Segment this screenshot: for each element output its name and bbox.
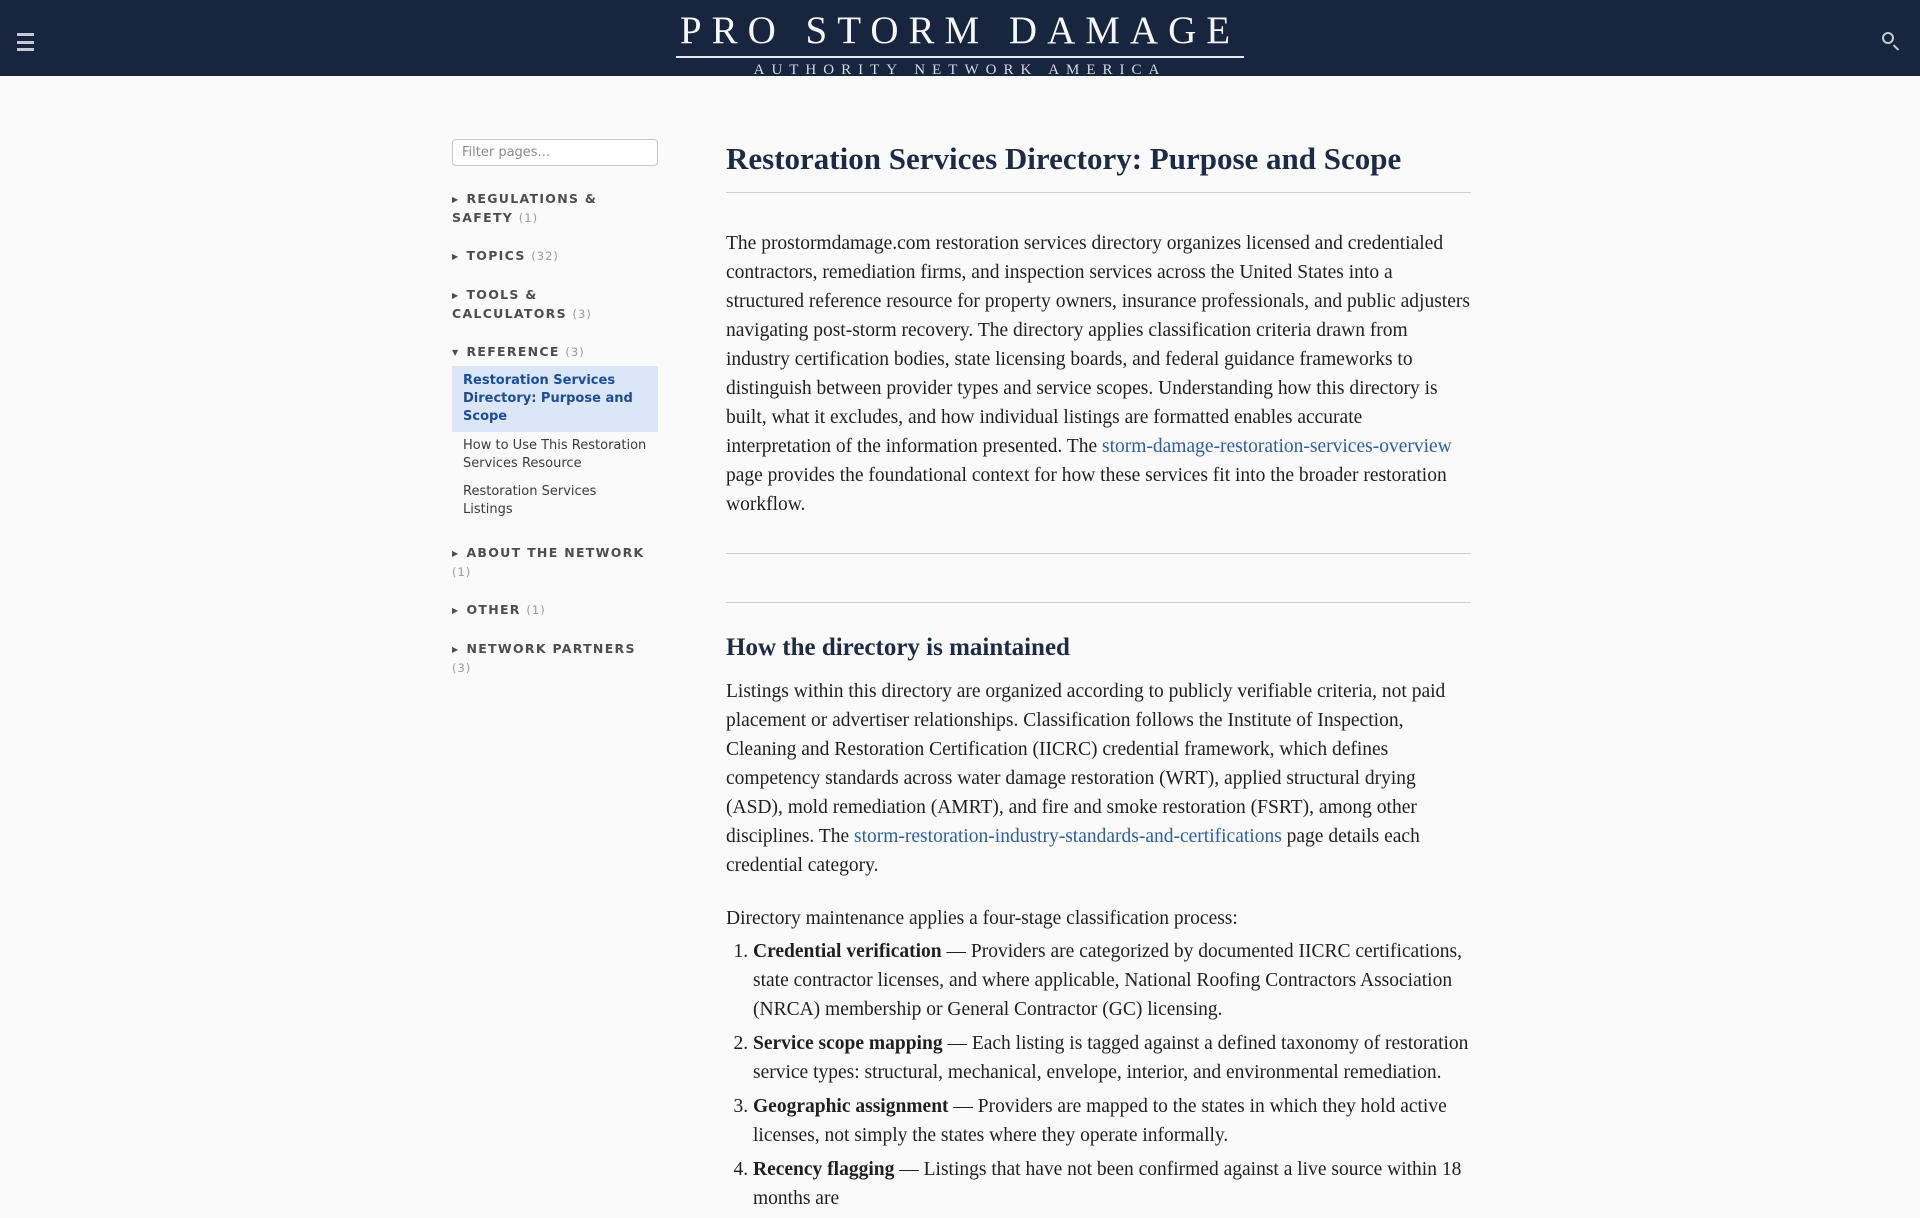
section-header: [452, 247, 658, 266]
list-item: [753, 1029, 1471, 1087]
list-item-term: Recency flagging: [753, 1159, 895, 1180]
section-header: [452, 343, 658, 362]
section-divider: [726, 602, 1471, 603]
section-count: (3): [572, 307, 592, 321]
standards-page-link[interactable]: storm-restoration-industry-standards-and-certifications: [854, 826, 1282, 847]
list-item-term: Geographic assignment: [753, 1096, 949, 1117]
section-label: REFERENCE: [466, 344, 560, 359]
page-title: Restoration Services Directory: Purpose and Scope: [726, 141, 1402, 176]
section-header: [452, 640, 658, 677]
search-icon[interactable]: [1880, 30, 1902, 52]
section-heading: How the directory is maintained: [726, 634, 1070, 661]
sidebar-section-other[interactable]: [452, 601, 658, 620]
list-item: [753, 1155, 1471, 1213]
overview-page-link[interactable]: storm-damage-restoration-services-overview: [1101, 436, 1452, 457]
section-divider: [726, 553, 1471, 554]
paragraph-text: page provides the foundational context for how these services fit into the broader restoration workflow.: [726, 465, 1447, 515]
section-count: (3): [565, 345, 585, 359]
section-header: [452, 601, 658, 620]
list-item-term: Credential verification: [753, 941, 942, 962]
paragraph-text: page details each credential category.: [726, 826, 1420, 876]
site-logo: [0, 10, 1920, 79]
site-subtitle: AUTHORITY NETWORK AMERICA: [753, 61, 1167, 78]
sidebar-item-restoration-services-directory[interactable]: Restoration Services Directory: Purpose and Scope: [452, 366, 658, 432]
sidebar-section-tools-calculators[interactable]: [452, 286, 658, 323]
section-header: [452, 286, 658, 323]
chevron-right-icon: ▶: [452, 645, 460, 654]
sidebar-section-regulations-safety[interactable]: [452, 190, 658, 227]
paragraph-text: Listings within this directory are organized according to publicly verifiable criteria, not paid placement or advertiser relationships. Classification follows the Institute of Inspection, Cleaning and Restoration Certification (IICRC) credential framework, which defines competency standards across water damage restoration (WRT), applied structural drying (ASD), mold remediation (AMRT), and fire and smoke restoration (FSRT), among other disciplines. The: [726, 681, 1446, 847]
magnifier-icon: [1882, 32, 1894, 44]
maintenance-paragraph: [726, 677, 1471, 880]
list-item: [753, 1092, 1471, 1150]
sidebar: [452, 139, 658, 697]
chevron-right-icon: ▶: [452, 549, 460, 558]
title-divider: [726, 192, 1471, 193]
chevron-right-icon: ▶: [452, 291, 460, 300]
sidebar-item-restoration-services-listings[interactable]: Restoration Services Listings: [463, 484, 597, 517]
sidebar-section-network-partners[interactable]: [452, 640, 658, 677]
section-label: OTHER: [466, 602, 521, 617]
site-header: [0, 0, 1920, 76]
section-header: [452, 544, 658, 581]
list-item: [753, 937, 1471, 1024]
chevron-right-icon: ▶: [452, 606, 460, 615]
site-title[interactable]: PRO STORM DAMAGE: [676, 10, 1244, 58]
paragraph-text: The prostormdamage.com restoration services directory organizes licensed and credentialed contractors, remediation firms, and inspection services across the United States into a structured reference resource for property owners, insurance professionals, and public adjusters navigating post-storm recovery. The directory applies classification criteria drawn from industry certification bodies, state licensing boards, and federal guidance frameworks to distinguish between provider types and service scopes. Understanding how this directory is built, what it excludes, and how individual listings are formatted enables accurate interpretation of the information presented. The: [726, 233, 1470, 457]
section-count: (3): [452, 661, 472, 675]
intro-paragraph: [726, 229, 1471, 519]
filter-pages-input[interactable]: [452, 139, 658, 166]
list-item-text: — Each listing is tagged against a defined taxonomy of restoration service types: structural, mechanical, envelope, interior, and environmental remediation.: [753, 1033, 1469, 1083]
sidebar-item-how-to-use-resource[interactable]: How to Use This Restoration Services Resource: [463, 438, 647, 471]
process-list-intro: Directory maintenance applies a four-stage classification process:: [726, 908, 1238, 929]
section-count: (32): [531, 249, 559, 263]
article: [726, 141, 1471, 1218]
section-label: TOOLS & CALCULATORS: [452, 287, 567, 321]
section-count: (1): [452, 565, 472, 579]
classification-process-list: [726, 937, 1471, 1213]
section-count: (1): [518, 211, 539, 225]
section-label: REGULATIONS & SAFETY: [452, 191, 598, 225]
list-item-text: — Providers are mapped to the states in which they hold active licenses, not simply the states where they operate informally.: [753, 1096, 1447, 1146]
section-label: NETWORK PARTNERS: [466, 641, 636, 656]
sidebar-section-reference[interactable]: [452, 343, 658, 524]
section-count: (1): [526, 603, 546, 617]
section-header: [452, 190, 658, 227]
sidebar-nav-tree: [452, 190, 658, 677]
chevron-down-icon: ▼: [452, 348, 460, 357]
chevron-right-icon: ▶: [452, 252, 460, 261]
section-label: TOPICS: [466, 248, 526, 263]
list-item-text: — Listings that have not been confirmed against a live source within 18 months are: [753, 1159, 1462, 1209]
sidebar-section-topics[interactable]: [452, 247, 658, 266]
sidebar-section-about-the-network[interactable]: [452, 544, 658, 581]
list-item-text: — Providers are categorized by documented IICRC certifications, state contractor licenses, and where applicable, National Roofing Contractors Association (NRCA) membership or General Contractor (GC) licensing.: [753, 941, 1463, 1020]
list-item-term: Service scope mapping: [753, 1033, 943, 1054]
reference-section-items: [452, 366, 658, 524]
section-label: ABOUT THE NETWORK: [466, 545, 645, 560]
chevron-right-icon: ▶: [452, 195, 460, 204]
